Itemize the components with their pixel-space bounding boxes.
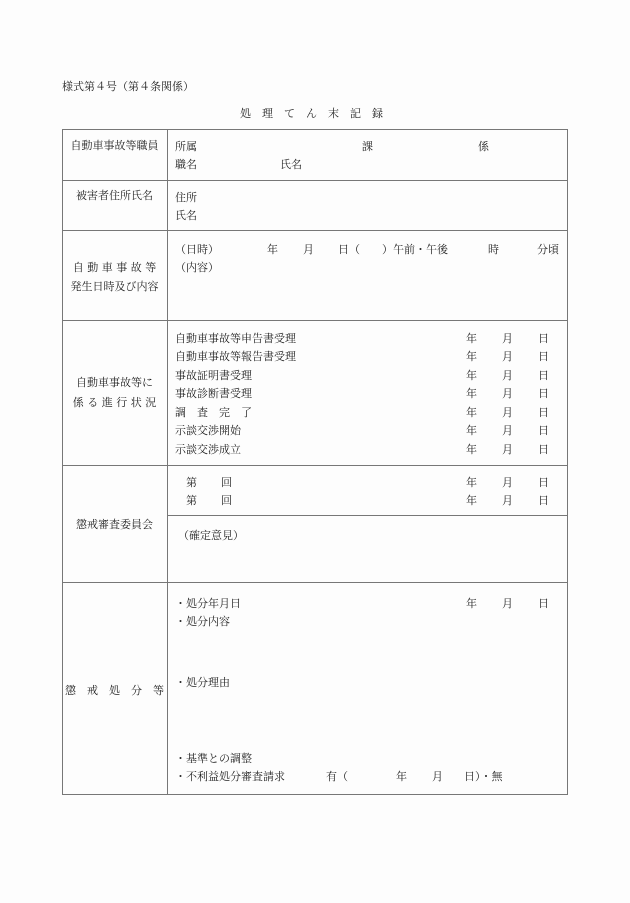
committee-label: 懲戒審査委員会 [76, 518, 153, 531]
appeal-year: 年 [396, 770, 407, 783]
day-ampm-label: 日（ ）午前・午後 [338, 243, 448, 256]
victim-name-label: 氏名 [175, 209, 197, 222]
standard-adjust-label: ・基準との調整 [175, 752, 252, 765]
disposal-day: 日 [538, 597, 549, 610]
unit-label: 係 [478, 140, 489, 153]
victim-label: 被害者住所氏名 [76, 189, 153, 202]
staff-name-label: 氏名 [280, 158, 302, 171]
appeal-yes: 有（ [326, 770, 348, 783]
minute-label: 分頃 [537, 243, 559, 256]
appeal-label: ・不利益処分審査請求 [175, 770, 285, 783]
disposal-year: 年 [466, 597, 477, 610]
page-title: 処 理 て ん 末 記 録 [240, 107, 383, 120]
year-label: 年 [267, 243, 278, 256]
position-label: 職名 [175, 158, 197, 171]
opinion-label: （確定意見） [178, 529, 244, 542]
discipline-label: 懲 戒 処 分 等 [65, 684, 164, 697]
disposal-month: 月 [502, 597, 513, 610]
hour-label: 時 [488, 243, 499, 256]
progress-label-2: 係 る 進 行 状 況 [72, 396, 157, 409]
appeal-day-no: 日）・無 [464, 770, 503, 783]
victim-address-label: 住所 [175, 191, 197, 204]
datetime-label: （日時） [175, 243, 219, 256]
content-label: （内容） [175, 261, 219, 274]
disposal-content-label: ・処分内容 [175, 615, 230, 628]
disposal-date-label: ・処分年月日 [175, 597, 241, 610]
month-label: 月 [303, 243, 314, 256]
progress-label-1: 自動車事故等に [76, 376, 153, 389]
section-label: 課 [362, 140, 373, 153]
disposal-reason-label: ・処分理由 [175, 676, 230, 689]
affiliation-label: 所属 [175, 140, 197, 153]
form-number: 様式第４号（第４条関係） [62, 80, 194, 93]
occurrence-label-2: 発生日時及び内容 [70, 280, 159, 293]
occurrence-label-1: 自 動 車 事 故 等 [72, 261, 157, 274]
appeal-month: 月 [432, 770, 443, 783]
staff-label: 自動車事故等職員 [70, 139, 159, 152]
